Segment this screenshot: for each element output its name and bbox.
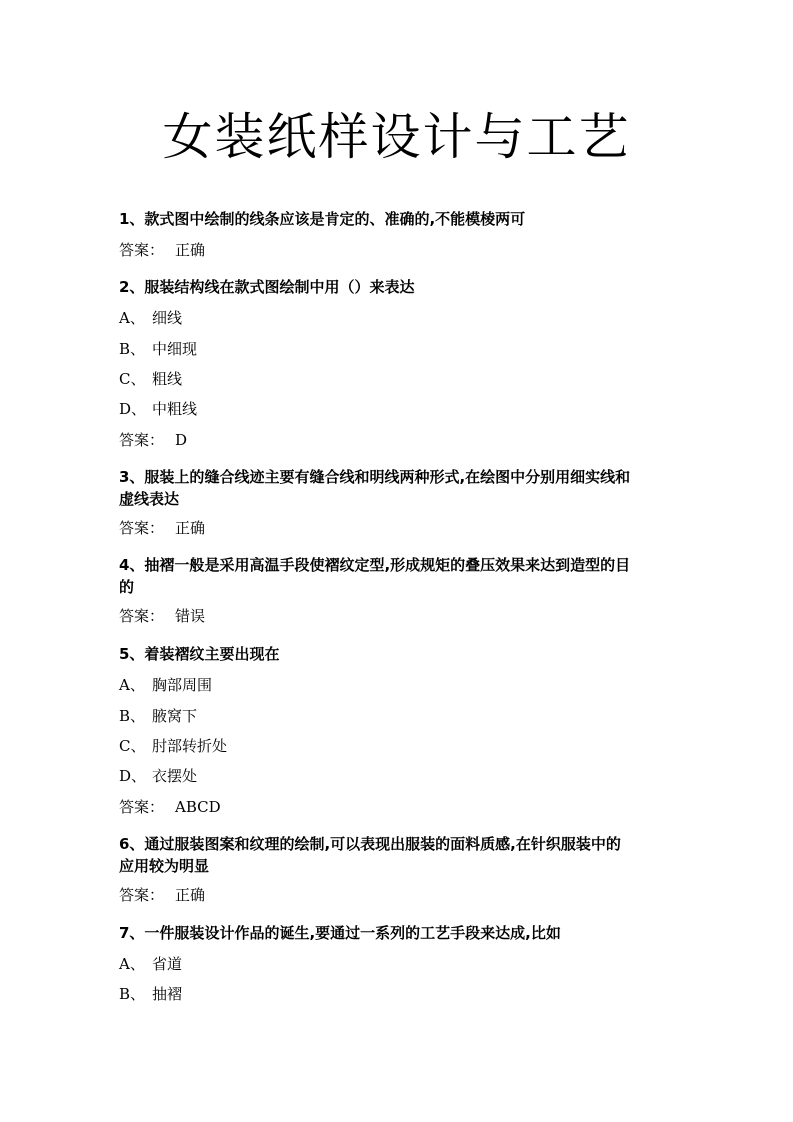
question-6-text-line-2: 应用较为明显 (119, 857, 210, 875)
answer-value: 正确 (175, 886, 206, 904)
option-text: 中粗线 (152, 400, 198, 418)
option-label: A、 (119, 955, 145, 973)
option-label: D、 (119, 767, 147, 785)
option-text: 中细现 (152, 340, 198, 358)
question-5-option-b (119, 705, 197, 727)
question-5-option-d (119, 765, 197, 787)
question-3-answer (119, 517, 205, 539)
question-4-answer (119, 605, 205, 627)
option-text: 衣摆处 (152, 767, 198, 785)
question-5-text: 5、着装褶纹主要出现在 (119, 645, 280, 663)
option-label: D、 (119, 400, 147, 418)
option-label: B、 (119, 707, 146, 725)
question-6-answer (119, 884, 205, 906)
answer-value: D (175, 431, 188, 449)
question-7-option-b (119, 983, 182, 1005)
option-text: 细线 (152, 309, 183, 327)
option-text: 省道 (152, 955, 183, 973)
option-label: B、 (119, 985, 146, 1003)
answer-label: 答案： (119, 431, 165, 449)
question-2-option-c (119, 368, 182, 390)
option-text: 抽褶 (152, 985, 183, 1003)
question-5-option-c (119, 735, 227, 757)
option-text: 胸部周围 (152, 676, 213, 694)
question-2-option-a (119, 307, 182, 329)
question-7-text: 7、一件服装设计作品的诞生,要通过一系列的工艺手段来达成,比如 (119, 924, 561, 942)
question-5-answer (119, 796, 221, 818)
question-3-text-line-1: 3、服装上的缝合线迹主要有缝合线和明线两种形式,在绘图中分别用细实线和 (119, 468, 631, 486)
question-5-option-a (119, 674, 212, 696)
question-1-answer (119, 239, 205, 261)
question-2-text: 2、服装结构线在款式图绘制中用（）来表达 (119, 278, 415, 296)
option-label: C、 (119, 737, 146, 755)
option-label: A、 (119, 676, 145, 694)
option-text: 腋窝下 (152, 707, 198, 725)
question-4-text-line-2: 的 (119, 578, 135, 596)
answer-label: 答案： (119, 241, 165, 259)
question-2-answer (119, 429, 187, 451)
question-2-option-b (119, 338, 197, 360)
answer-value: ABCD (175, 798, 221, 816)
question-6-text-line-1: 6、通过服装图案和纹理的绘制,可以表现出服装的面料质感,在针织服装中的 (119, 835, 621, 853)
document-title: 女装纸样设计与工艺 (162, 108, 631, 166)
answer-label: 答案： (119, 519, 165, 537)
question-7-option-a (119, 953, 182, 975)
option-text: 粗线 (152, 370, 183, 388)
answer-label: 答案： (119, 798, 165, 816)
option-text: 肘部转折处 (152, 737, 228, 755)
option-label: A、 (119, 309, 145, 327)
question-3-text-line-2: 虚线表达 (119, 490, 180, 508)
question-4-text-line-1: 4、抽褶一般是采用高温手段使褶纹定型,形成规矩的叠压效果来达到造型的目 (119, 556, 631, 574)
answer-value: 错误 (175, 607, 206, 625)
answer-label: 答案： (119, 886, 165, 904)
answer-value: 正确 (175, 519, 206, 537)
option-label: B、 (119, 340, 146, 358)
option-label: C、 (119, 370, 146, 388)
question-1-text: 1、款式图中绘制的线条应该是肯定的、准确的,不能模棱两可 (119, 210, 526, 228)
answer-value: 正确 (175, 241, 206, 259)
answer-label: 答案： (119, 607, 165, 625)
question-2-option-d (119, 398, 197, 420)
